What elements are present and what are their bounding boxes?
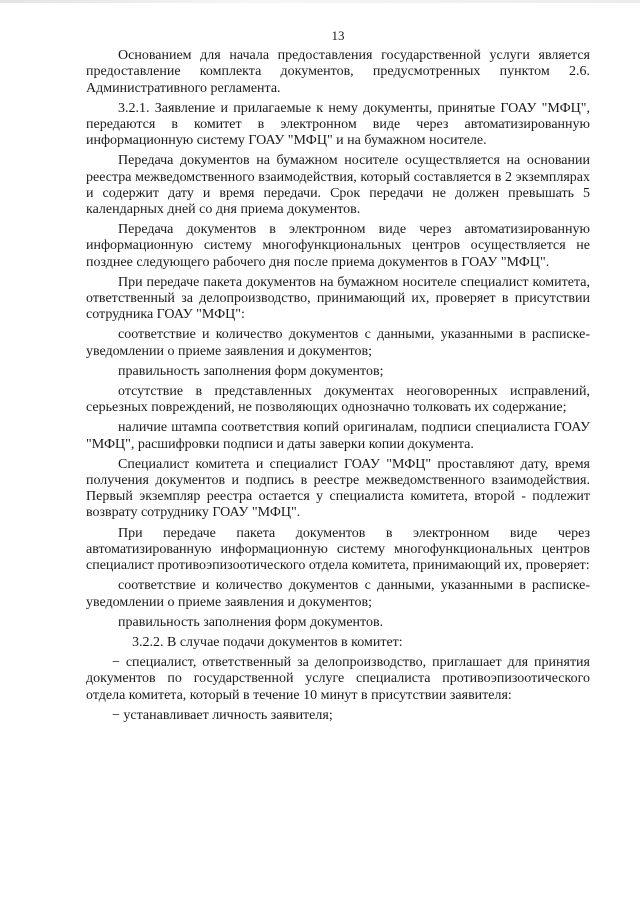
paragraph: Основанием для начала предоставления государственной услуги является предоставление комплекта документов, предусмотренных пунктом 2.6. Административного регламента. — [86, 48, 590, 96]
paragraph: При передаче пакета документов на бумажном носителе специалист комитета, ответственный за делопроизводство, принимающий их, проверяет в присутствии сотрудника ГОАУ "МФЦ": — [86, 274, 590, 323]
document-page — [86, 28, 590, 728]
paragraph: соответствие и количество документов с данными, указанными в расписке-уведомлении о приеме заявления и документов; — [86, 327, 590, 359]
paragraph: Передача документов в электронном виде через автоматизированную информационную систему многофункциональных центров осуществляется не позднее следующего рабочего дня после приема документов в ГОАУ "МФЦ". — [86, 222, 590, 270]
paragraph: 3.2.1. Заявление и прилагаемые к нему документы, принятые ГОАУ "МФЦ", передаются в комитет в электронном виде через автоматизированную информационную систему ГОАУ "МФЦ" и на бумажном носителе. — [86, 100, 590, 149]
paragraph: соответствие и количество документов с данными, указанными в расписке-уведомлении о приеме заявления и документов; — [86, 578, 590, 610]
paragraph: Передача документов на бумажном носителе осуществляется на основании реестра межведомственного взаимодействия, который составляется в 2 экземплярах и содержит дату и время передачи. Срок передачи не должен превышать 5 календарных дней со дня приема документов. — [86, 153, 590, 218]
paragraph: наличие штампа соответствия копий оригиналам, подписи специалиста ГОАУ "МФЦ", расшифровки подписи и даты заверки копии документа. — [86, 420, 590, 452]
section-heading: 3.2.2. В случае подачи документов в комитет: — [132, 634, 403, 650]
scan-edge — [0, 0, 640, 3]
paragraph: правильность заполнения форм документов; — [118, 363, 384, 379]
dash-list-item: − специалист, ответственный за делопроизводство, приглашает для принятия документов по государственной услуге специалиста противоэпизоотического отдела комитета, который в течение 10 минут в присутствии заявителя: — [86, 655, 590, 703]
dash-list-item: − устанавливает личность заявителя; — [112, 707, 333, 723]
paragraph: Специалист комитета и специалист ГОАУ "МФЦ" проставляют дату, время получения документов и подпись в реестре межведомственного взаимодействия. Первый экземпляр реестра остается у специалиста комитета, второй - подлежит возврату сотруднику ГОАУ "МФЦ". — [86, 456, 590, 521]
paragraph: При передаче пакета документов в электронном виде через автоматизированную информационную систему многофункциональных центров специалист противоэпизоотического отдела комитета, принимающий их, проверяет: — [86, 525, 590, 574]
paragraph: отсутствие в представленных документах неоговоренных исправлений, серьезных повреждений, не позволяющих однозначно толковать их содержание; — [86, 384, 590, 416]
paragraph: правильность заполнения форм документов. — [118, 614, 384, 630]
page-number: 13 — [331, 28, 345, 43]
